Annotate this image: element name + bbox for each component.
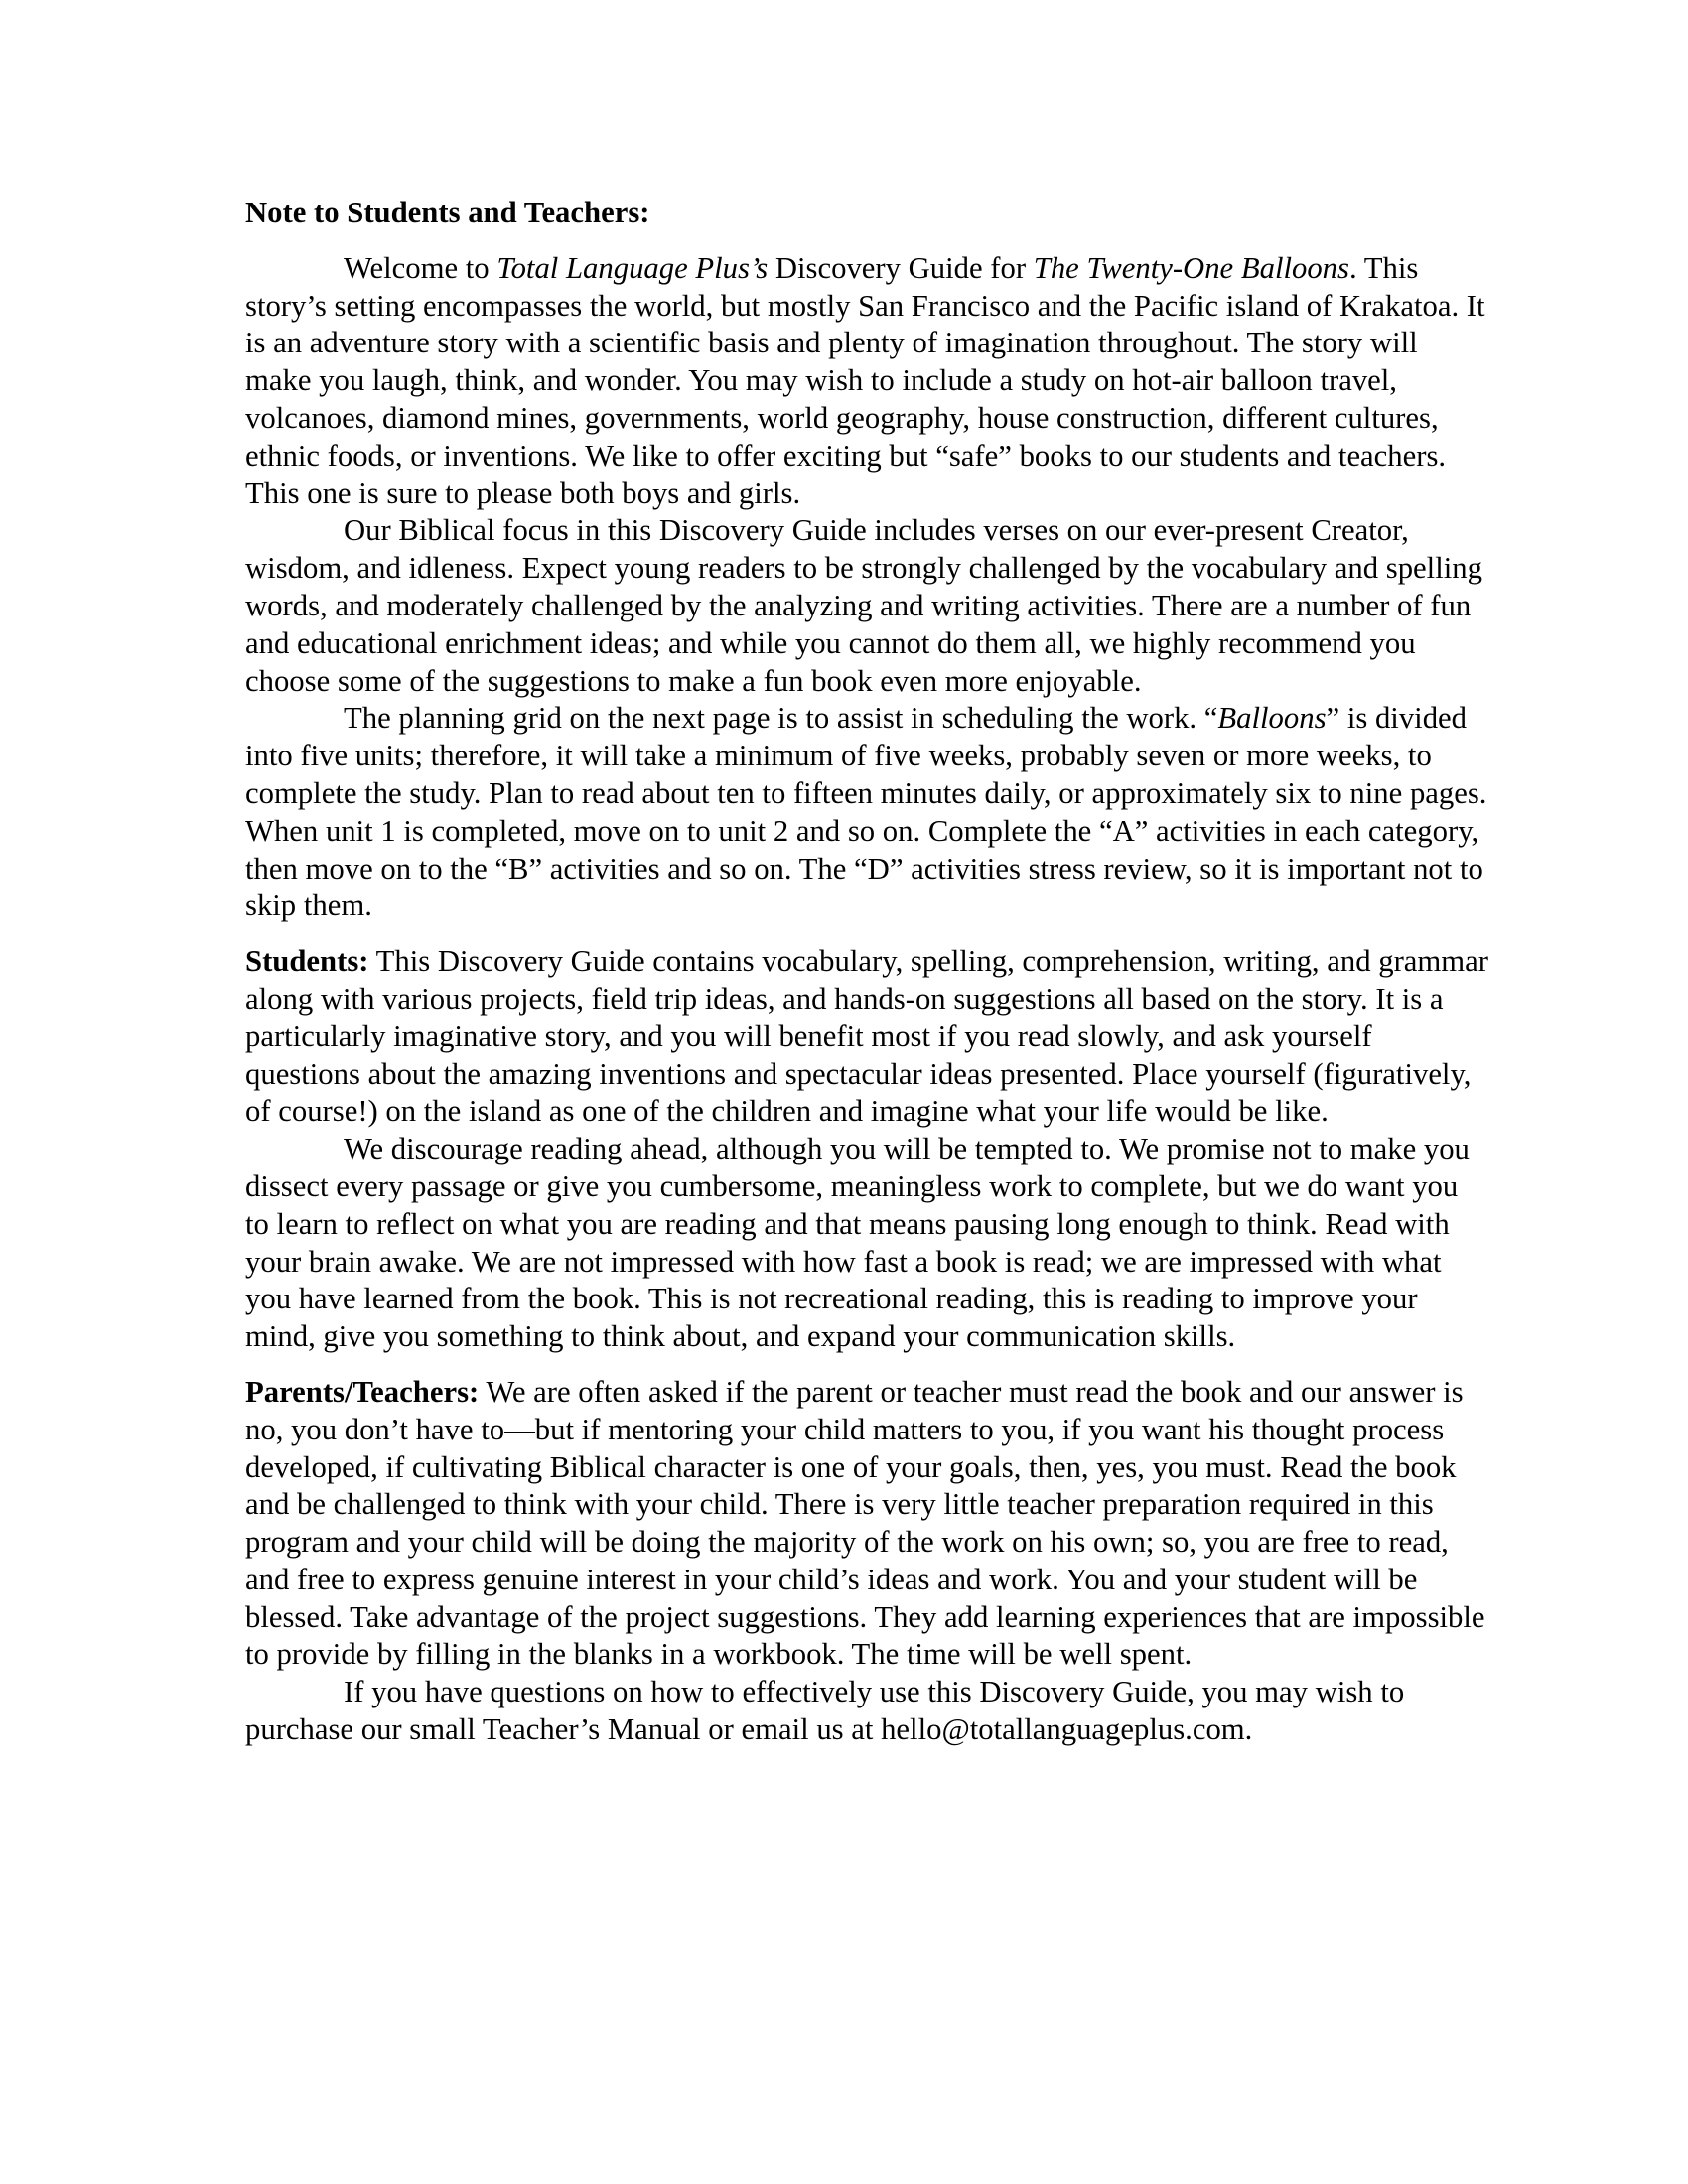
biblical-paragraph: Our Biblical focus in this Discovery Guide includes verses on our ever-present Creator, wisdom, and idleness. Expect young readers to be strongly challenged by the vocabulary and spelling words, and moderately challenged by the analyzing and writing activities. There are a number of fun and educational enrichment ideas; and while you cannot do them all, we highly recommend you choose some of the suggestions to make a fun book even more enjoyable.: [245, 513, 1482, 698]
planning-paragraph: [245, 700, 1488, 925]
parents-paragraph: [245, 1374, 1488, 1674]
planning-book-short: Balloons: [1217, 701, 1327, 736]
discourage-paragraph: We discourage reading ahead, although you will be tempted to. We promise not to make you dissect every passage or give you cumbersome, meaningless work to complete, but we do want you to learn to reflect on what you are reading and that means pausing long enough to think. Read with your brain awake. We are not impressed with how fast a book is read; we are impressed with what you have learned from the book. This is not recreational reading, this is reading to improve your mind, give you something to think about, and expand your communication skills.: [245, 1132, 1470, 1354]
brand-name: Total Language Plus’s: [496, 250, 769, 285]
document-page: [245, 195, 1488, 1749]
welcome-rest: . This story’s setting encompasses the world, but mostly San Francisco and the Pacific island of Krakatoa. It is an adventure story with a scientific basis and plenty of imagination throughout. The story will make you laugh, think, and wonder. You may wish to include a study on hot-air balloon travel, volcanoes, diamond mines, governments, world geography, house construction, different cultures, ethnic foods, or inventions. We like to offer exciting but “safe” books to our students and teachers. This one is sure to please both boys and girls.: [245, 250, 1485, 510]
parents-text: We are often asked if the parent or teacher must read the book and our answer is no, you don’t have to—but if mentoring your child matters to you, if you want his thought process developed, if cultivating Biblical character is one of your goals, then, yes, you must. Read the book and be challenged to think with your child. There is very little teacher preparation required in this program and your child will be doing the majority of the work on his own; so, you are free to read, and free to express genuine interest in your child’s ideas and work. You and your student will be blessed. Take advantage of the project suggestions. They add learning experiences that are impossible to provide by filling in the blanks in a workbook. The time will be well spent.: [245, 1374, 1485, 1672]
page-heading: Note to Students and Teachers:: [245, 196, 650, 229]
students-text: This Discovery Guide contains vocabulary, spelling, comprehension, writing, and grammar along with various projects, field trip ideas, and hands-on suggestions all based on the story. It is a particularly imaginative story, and you will benefit most if you read slowly, and ask yourself questions about the amazing inventions and spectacular ideas presented. Place yourself (figuratively, of course!) on the island as one of the children and imagine what your life would be like.: [245, 944, 1488, 1129]
students-label: Students:: [245, 944, 369, 979]
welcome-prefix: Welcome to: [344, 250, 497, 285]
students-paragraph: [245, 943, 1488, 1131]
parents-label: Parents/Teachers:: [245, 1374, 480, 1409]
questions-paragraph: If you have questions on how to effectively use this Discovery Guide, you may wish to purchase our small Teacher’s Manual or email us at hello@totallanguageplus.com.: [245, 1675, 1405, 1747]
welcome-paragraph: [245, 250, 1488, 513]
welcome-middle: Discovery Guide for: [768, 250, 1034, 285]
planning-rest: ” is divided into five units; therefore, it will take a minimum of five weeks, probably seven or more weeks, to complete the study. Plan to read about ten to fifteen minutes daily, or approximately six to nine pages. When unit 1 is completed, move on to unit 2 and so on. Complete the “A” activities in each category, then move on to the “B” activities and so on. The “D” activities stress review, so it is important not to skip them.: [245, 701, 1487, 923]
book-title: The Twenty-One Balloons: [1033, 250, 1349, 285]
planning-prefix: The planning grid on the next page is to assist in scheduling the work. “: [344, 701, 1218, 736]
